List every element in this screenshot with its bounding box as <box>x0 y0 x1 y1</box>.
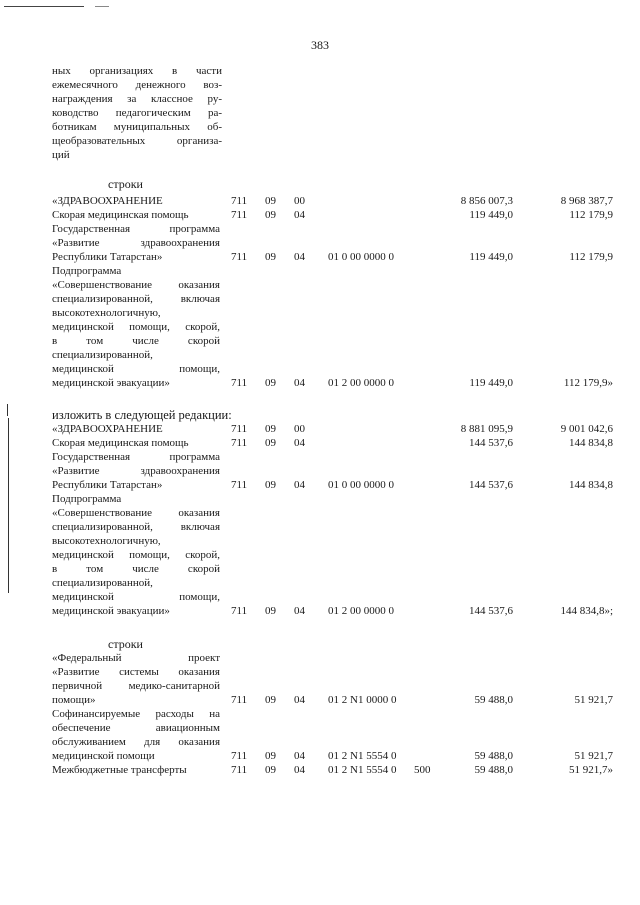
ministry-code: 711 <box>231 605 248 617</box>
subsection-code: 04 <box>294 209 305 221</box>
ministry-code: 711 <box>231 195 248 207</box>
row-name-line: специализированной, включая <box>52 521 220 533</box>
amount-year-2: 8 968 387,7 <box>560 195 613 207</box>
ministry-code: 711 <box>231 423 248 435</box>
row-name-line: «ЗДРАВООХРАНЕНИЕ <box>52 195 163 207</box>
subsection-code: 04 <box>294 479 305 491</box>
amount-year-1: 59 488,0 <box>474 764 513 776</box>
amount-year-1: 59 488,0 <box>474 694 513 706</box>
section-code: 09 <box>265 479 276 491</box>
row-name-line: Межбюджетные трансферты <box>52 764 187 776</box>
row-name-line: «Совершенствование оказания <box>52 279 220 291</box>
row-name <box>52 651 220 707</box>
intro-line: ководство педагогическим ра- <box>52 107 222 119</box>
section-code: 09 <box>265 423 276 435</box>
row-name <box>52 707 220 763</box>
target-article-code: 01 2 N1 5554 0 <box>328 764 397 776</box>
page-number: 383 <box>311 38 329 52</box>
section-code: 09 <box>265 251 276 263</box>
target-article-code: 01 2 00 0000 0 <box>328 377 394 389</box>
amount-year-1: 119 449,0 <box>469 251 513 263</box>
row-name <box>52 264 220 390</box>
amount-year-2: 9 001 042,6 <box>560 423 613 435</box>
table-row <box>0 450 640 492</box>
section-heading: строки <box>108 177 143 191</box>
section-heading: строки <box>108 637 143 651</box>
amount-year-1: 144 537,6 <box>469 437 513 449</box>
scan-artifact-line <box>4 6 84 7</box>
table-row <box>0 194 640 208</box>
table-row <box>0 222 640 264</box>
row-name <box>52 208 220 222</box>
row-name <box>52 222 220 264</box>
table-row <box>0 651 640 707</box>
row-name-line: Софинансируемые расходы на <box>52 708 220 720</box>
scan-artifact-line <box>95 6 109 7</box>
row-name-line: в том числе скорой <box>52 563 220 575</box>
row-name <box>52 450 220 492</box>
subsection-code: 04 <box>294 694 305 706</box>
amount-year-1: 59 488,0 <box>474 750 513 762</box>
table-row <box>0 208 640 222</box>
table-row <box>0 264 640 390</box>
row-name-line: медицинской помощи, скорой, <box>52 321 220 333</box>
intro-line: ежемесячного денежного воз- <box>52 79 222 91</box>
intro-line: ботникам муниципальных об- <box>52 121 222 133</box>
table-row <box>0 763 640 777</box>
ministry-code: 711 <box>231 694 248 706</box>
row-name-line: Республики Татарстан» <box>52 479 163 491</box>
budget-table-federal <box>0 651 640 777</box>
amount-year-2: 112 179,9 <box>569 209 613 221</box>
section-code: 09 <box>265 764 276 776</box>
row-name-line: первичной медико-санитарной <box>52 680 220 692</box>
row-name-line: «Развитие здравоохранения <box>52 465 220 477</box>
amount-year-1: 8 881 095,9 <box>460 423 513 435</box>
section-code: 09 <box>265 377 276 389</box>
expense-type-code: 500 <box>414 764 431 776</box>
row-name-line: помощи» <box>52 694 96 706</box>
row-name-line: «ЗДРАВООХРАНЕНИЕ <box>52 423 163 435</box>
subsection-code: 04 <box>294 437 305 449</box>
row-name-line: специализированной, <box>52 577 153 589</box>
amount-year-2: 144 834,8 <box>569 479 613 491</box>
ministry-code: 711 <box>231 479 248 491</box>
intro-line: ных организациях в части <box>52 65 222 77</box>
amount-year-1: 144 537,6 <box>469 479 513 491</box>
amount-year-1: 119 449,0 <box>469 209 513 221</box>
row-name-line: медицинской помощи, <box>52 591 220 603</box>
row-name-line: «Развитие системы оказания <box>52 666 220 678</box>
row-name <box>52 492 220 618</box>
row-name <box>52 763 220 777</box>
ministry-code: 711 <box>231 251 248 263</box>
row-name-line: «Федеральный проект <box>52 652 220 664</box>
ministry-code: 711 <box>231 437 248 449</box>
table-row <box>0 492 640 618</box>
row-name-line: медицинской помощи, <box>52 363 220 375</box>
section-code: 09 <box>265 750 276 762</box>
table-row <box>0 707 640 763</box>
subsection-code: 00 <box>294 423 305 435</box>
amount-year-2: 112 179,9 <box>569 251 613 263</box>
row-name-line: специализированной, <box>52 349 153 361</box>
amount-year-1: 8 856 007,3 <box>460 195 513 207</box>
subsection-code: 04 <box>294 377 305 389</box>
section-code: 09 <box>265 195 276 207</box>
table-row <box>0 436 640 450</box>
ministry-code: 711 <box>231 377 248 389</box>
budget-table-new <box>0 422 640 618</box>
row-name-line: Скорая медицинская помощь <box>52 209 189 221</box>
subsection-code: 04 <box>294 605 305 617</box>
row-name-line: медицинской эвакуации» <box>52 377 170 389</box>
subsection-code: 04 <box>294 251 305 263</box>
row-name-line: обслуживанием для оказания <box>52 736 220 748</box>
section-code: 09 <box>265 694 276 706</box>
scan-artifact-line <box>7 404 8 416</box>
target-article-code: 01 2 N1 0000 0 <box>328 694 397 706</box>
row-name-line: Подпрограмма <box>52 265 122 277</box>
section-code: 09 <box>265 605 276 617</box>
row-name-line: специализированной, включая <box>52 293 220 305</box>
ministry-code: 711 <box>231 750 248 762</box>
row-name <box>52 436 220 450</box>
target-article-code: 01 2 00 0000 0 <box>328 605 394 617</box>
amount-year-1: 119 449,0 <box>469 377 513 389</box>
amount-year-2: 112 179,9» <box>563 377 613 389</box>
row-name-line: Государственная программа <box>52 223 220 235</box>
amount-year-2: 51 921,7 <box>574 694 613 706</box>
intro-line: ций <box>52 149 70 161</box>
row-name-line: Республики Татарстан» <box>52 251 163 263</box>
row-name-line: высокотехнологичную, <box>52 535 161 547</box>
target-article-code: 01 2 N1 5554 0 <box>328 750 397 762</box>
row-name-line: медицинской помощи <box>52 750 155 762</box>
row-name-line: высокотехнологичную, <box>52 307 161 319</box>
amount-year-1: 144 537,6 <box>469 605 513 617</box>
section-code: 09 <box>265 437 276 449</box>
row-name <box>52 194 220 208</box>
subsection-code: 04 <box>294 764 305 776</box>
intro-line: щеобразовательных организа- <box>52 135 222 147</box>
section-heading: изложить в следующей редакции: <box>52 408 232 422</box>
intro-line: награждения за классное ру- <box>52 93 222 105</box>
budget-table-old <box>0 194 640 390</box>
row-name-line: «Развитие здравоохранения <box>52 237 220 249</box>
table-row <box>0 422 640 436</box>
row-name-line: Скорая медицинская помощь <box>52 437 189 449</box>
row-name <box>52 422 220 436</box>
intro-text <box>52 64 222 162</box>
row-name-line: Подпрограмма <box>52 493 122 505</box>
target-article-code: 01 0 00 0000 0 <box>328 251 394 263</box>
row-name-line: обеспечение авиационным <box>52 722 220 734</box>
amount-year-2: 51 921,7» <box>569 764 613 776</box>
row-name-line: в том числе скорой <box>52 335 220 347</box>
amount-year-2: 144 834,8 <box>569 437 613 449</box>
section-code: 09 <box>265 209 276 221</box>
ministry-code: 711 <box>231 209 248 221</box>
subsection-code: 00 <box>294 195 305 207</box>
row-name-line: медицинской помощи, скорой, <box>52 549 220 561</box>
ministry-code: 711 <box>231 764 248 776</box>
target-article-code: 01 0 00 0000 0 <box>328 479 394 491</box>
row-name-line: Государственная программа <box>52 451 220 463</box>
row-name-line: медицинской эвакуации» <box>52 605 170 617</box>
row-name-line: «Совершенствование оказания <box>52 507 220 519</box>
amount-year-2: 144 834,8»; <box>560 605 613 617</box>
subsection-code: 04 <box>294 750 305 762</box>
amount-year-2: 51 921,7 <box>574 750 613 762</box>
